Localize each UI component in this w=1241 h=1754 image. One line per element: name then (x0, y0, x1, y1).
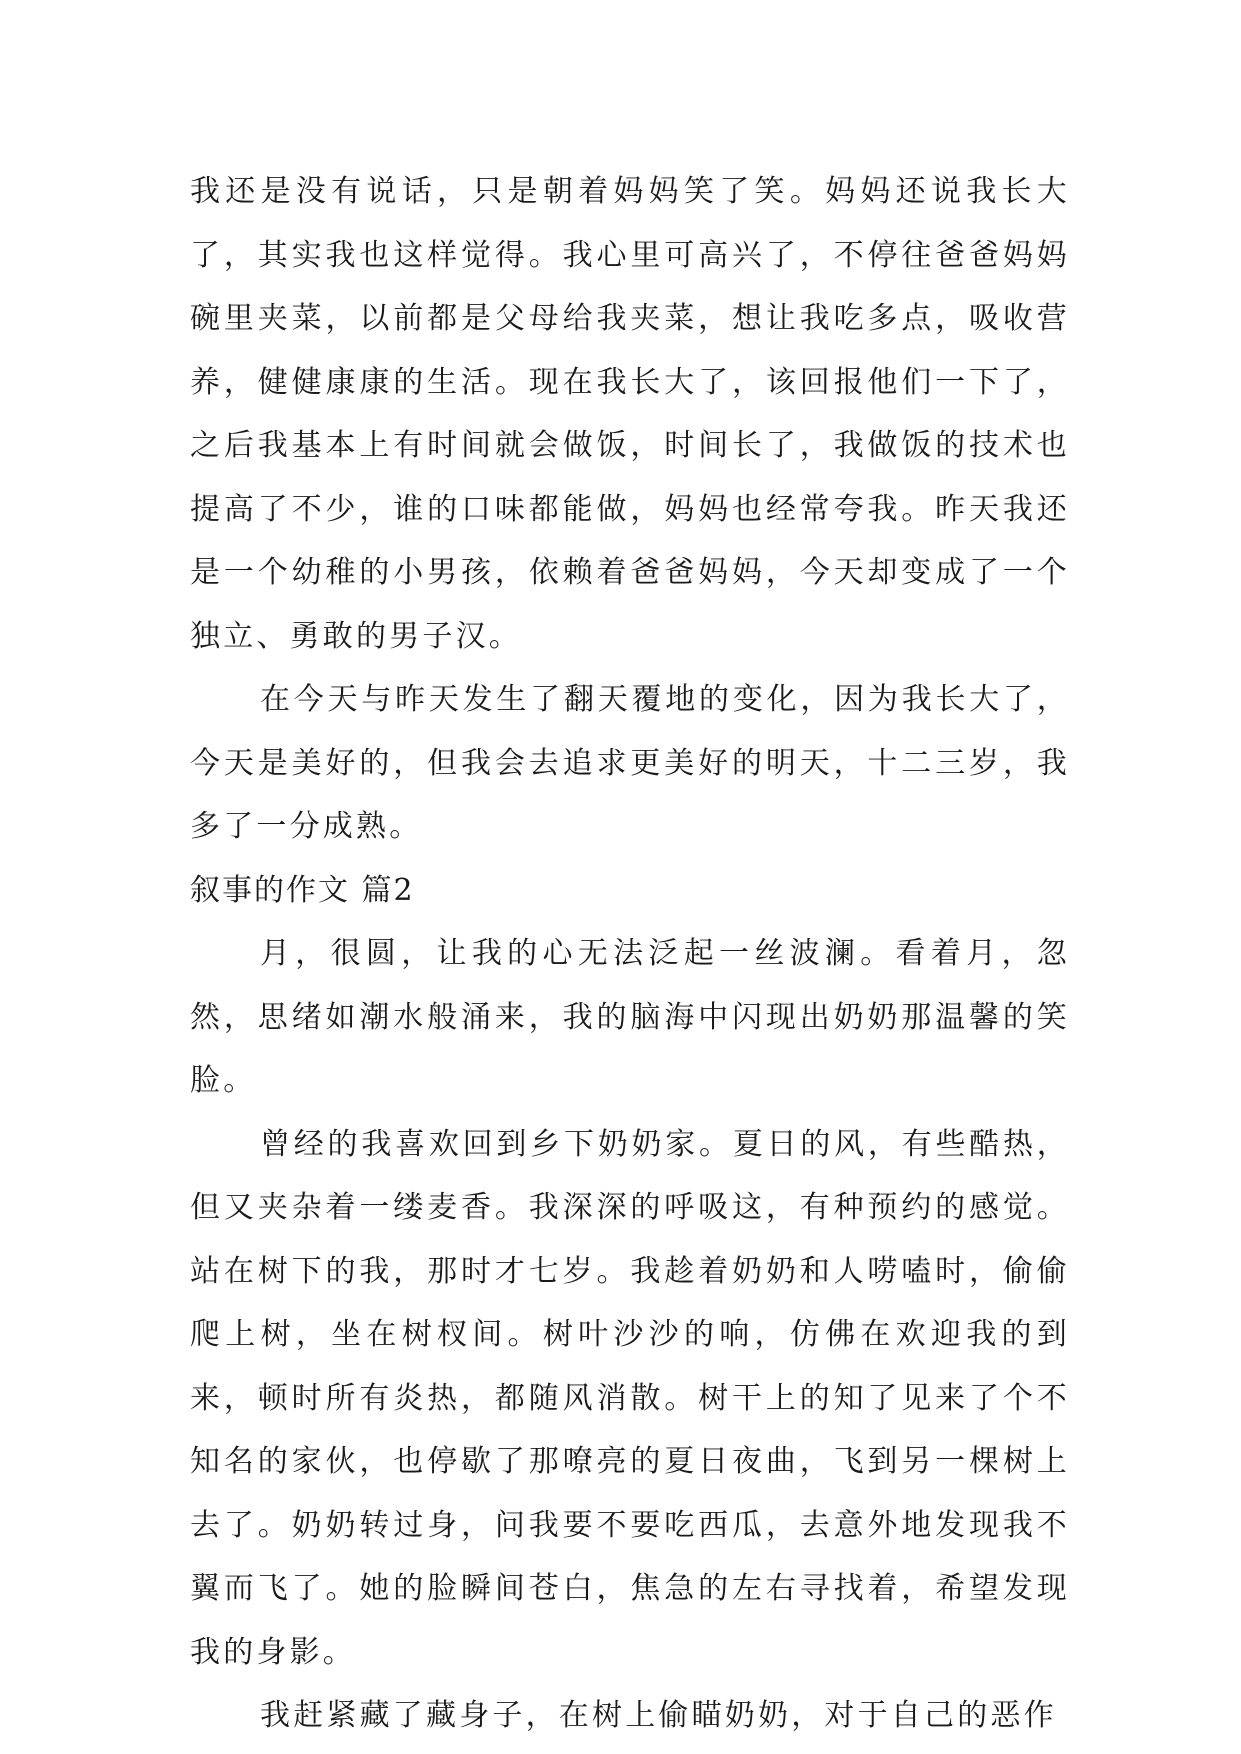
paragraph-hiding: 我赶紧藏了藏身子，在树上偷瞄奶奶，对于自己的恶作 (260, 1698, 1057, 1733)
document-page (190, 160, 1070, 1748)
section-heading: 叙事的作文 篇2 (190, 872, 415, 908)
paragraph-memory: 曾经的我喜欢回到乡下奶奶家。夏日的风，有些酷热，但又夹杂着一缕麦香。我深深的呼吸这，有种预约的感觉。站在树下的我，那时才七岁。我趁着奶奶和人唠嗑时，偷偷爬上树，坐在树杈间。树叶沙沙的响，仿佛在欢迎我的到来，顿时所有炎热，都随风消散。树干上的知了见来了个不知名的家伙，也停歇了那嘹亮的夏日夜曲，飞到另一棵树上去了。奶奶转过身，问我要不要吃西瓜，去意外地发现我不翼而飞了。她的脸瞬间苍白，焦急的左右寻找着，希望发现我的身影。 (190, 1126, 1070, 1670)
paragraph-moon: 月，很圆，让我的心无法泛起一丝波澜。看着月，忽然，思绪如潮水般涌来，我的脑海中闪现出奶奶那温馨的笑脸。 (190, 936, 1070, 1098)
paragraph-conclusion: 在今天与昨天发生了翻天覆地的变化，因为我长大了，今天是美好的，但我会去追求更美好的明天，十二三岁，我多了一分成熟。 (190, 682, 1070, 844)
paragraph-continued: 我还是没有说话，只是朝着妈妈笑了笑。妈妈还说我长大了，其实我也这样觉得。我心里可高兴了，不停往爸爸妈妈碗里夹菜，以前都是父母给我夹菜，想让我吃多点，吸收营养，健健康康的生活。现在我长大了，该回报他们一下了，之后我基本上有时间就会做饭，时间长了，我做饭的技术也提高了不少，谁的口味都能做，妈妈也经常夸我。昨天我还是一个幼稚的小男孩，依赖着爸爸妈妈，今天却变成了一个独立、勇敢的男子汉。 (190, 174, 1070, 654)
